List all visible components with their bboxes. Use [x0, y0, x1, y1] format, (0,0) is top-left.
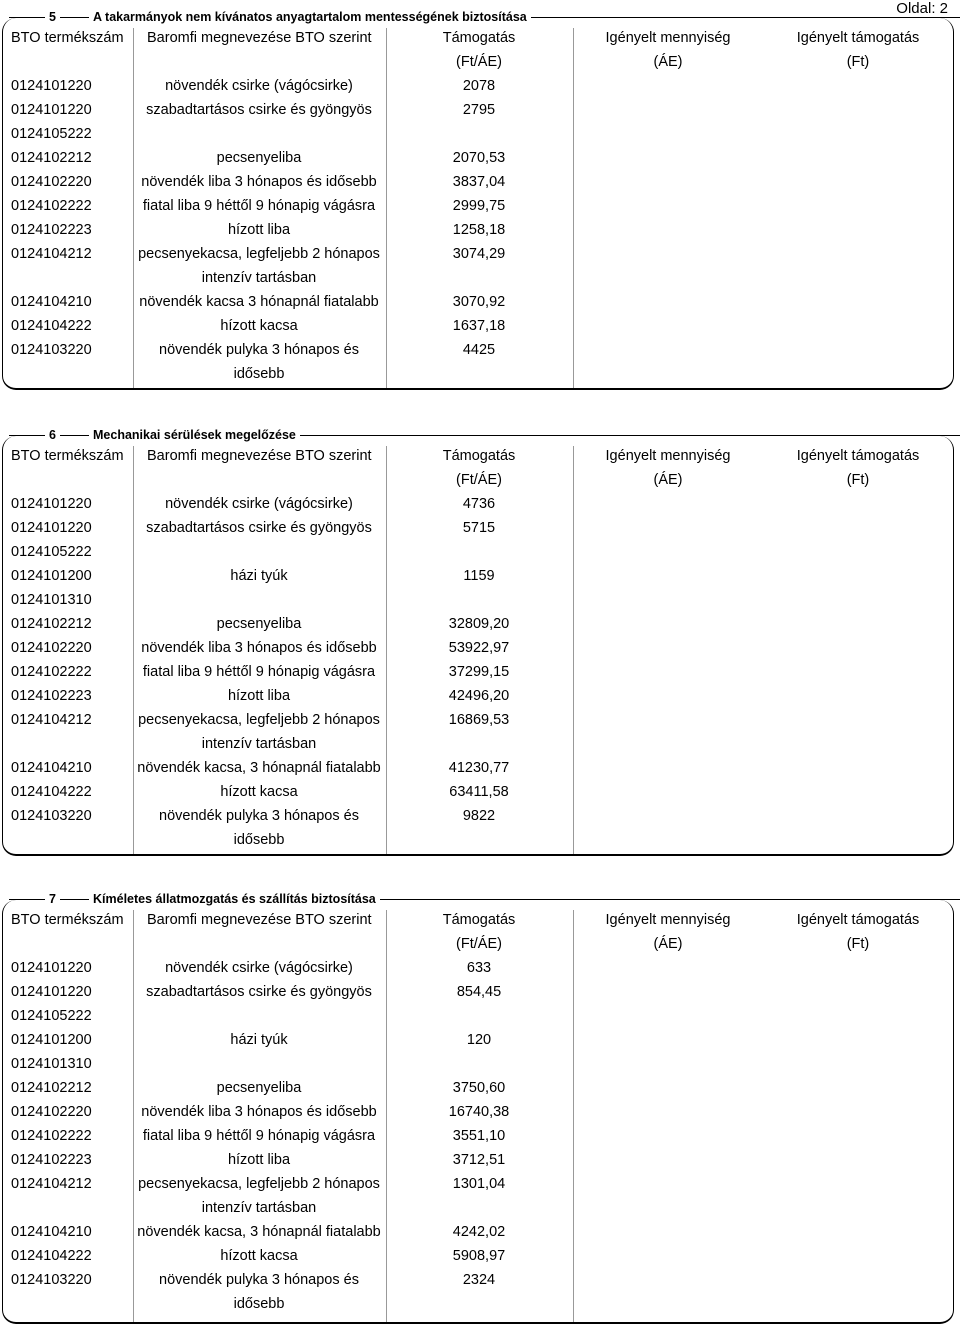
product-code: 0124101200 [11, 568, 92, 584]
section-5 [2, 10, 954, 390]
table-row [3, 1220, 955, 1244]
table-row [3, 1172, 955, 1196]
header-amount-unit: (Ft) [846, 936, 870, 952]
poultry-name: pecsenyekacsa, legfeljebb 2 hónapos [138, 712, 380, 728]
column-header-unit-row [3, 932, 955, 956]
header-code: BTO termékszám [11, 30, 124, 46]
header-quantity-unit: (ÁE) [653, 936, 683, 952]
product-code: 0124105222 [11, 544, 92, 560]
support-value: 63411,58 [449, 784, 509, 800]
section-title: Mechanikai sérülések megelőzése [89, 427, 300, 443]
support-value: 3074,29 [452, 246, 506, 262]
table-row [3, 660, 955, 684]
support-value: 3712,51 [452, 1152, 506, 1168]
product-code: 0124102212 [11, 150, 92, 166]
poultry-name: hízott kacsa [220, 1248, 298, 1264]
poultry-name: intenzív tartásban [201, 1200, 317, 1216]
section-6 [2, 428, 954, 856]
section-7 [2, 892, 954, 1324]
poultry-name: növendék pulyka 3 hónapos és [159, 342, 359, 358]
header-name: Baromfi megnevezése BTO szerint [147, 30, 372, 46]
table-row [3, 980, 955, 1004]
poultry-name: szabadtartásos csirke és gyöngyös [146, 984, 372, 1000]
table-row [3, 588, 955, 612]
header-support: Támogatás [442, 448, 516, 464]
support-value: 37299,15 [448, 664, 510, 680]
table-row [3, 290, 955, 314]
header-name: Baromfi megnevezése BTO szerint [147, 912, 372, 928]
table-row [3, 1052, 955, 1076]
product-code: 0124102223 [11, 1152, 92, 1168]
poultry-name: növendék kacsa 3 hónapnál fiatalabb [139, 294, 379, 310]
poultry-name: szabadtartásos csirke és gyöngyös [146, 520, 372, 536]
page-number: Oldal: 2 [896, 0, 948, 17]
poultry-name: pecsenyeliba [216, 616, 302, 632]
product-code: 0124105222 [11, 126, 92, 142]
support-value: 53922,97 [448, 640, 510, 656]
header-amount: Igényelt támogatás [796, 30, 920, 46]
product-code: 0124102223 [11, 222, 92, 238]
table-row [3, 146, 955, 170]
support-value: 4736 [462, 496, 496, 512]
poultry-name: idősebb [233, 1296, 285, 1312]
section-number: 6 [45, 427, 60, 443]
section-number: 5 [45, 9, 60, 25]
poultry-name: intenzív tartásban [201, 270, 317, 286]
poultry-name: hízott liba [227, 222, 291, 238]
header-amount: Igényelt támogatás [796, 912, 920, 928]
header-support: Támogatás [442, 30, 516, 46]
poultry-name: hízott liba [227, 1152, 291, 1168]
product-code: 0124101220 [11, 520, 92, 536]
table-row [3, 708, 955, 732]
header-name: Baromfi megnevezése BTO szerint [147, 448, 372, 464]
product-code: 0124104210 [11, 1224, 92, 1240]
poultry-name: növendék csirke (vágócsirke) [165, 496, 353, 512]
table-row [3, 194, 955, 218]
support-value: 3750,60 [452, 1080, 506, 1096]
poultry-name: növendék csirke (vágócsirke) [165, 78, 353, 94]
column-header-row [3, 26, 955, 50]
product-code: 0124101310 [11, 592, 92, 608]
product-code: 0124104212 [11, 246, 92, 262]
header-support-unit: (Ft/ÁE) [456, 54, 502, 70]
table-row [3, 1244, 955, 1268]
product-code: 0124102222 [11, 664, 92, 680]
product-code: 0124104212 [11, 712, 92, 728]
support-value: 2078 [462, 78, 496, 94]
support-value: 3070,92 [452, 294, 506, 310]
table-row [3, 122, 955, 146]
poultry-name: növendék pulyka 3 hónapos és [159, 808, 359, 824]
table-row [3, 242, 955, 266]
table-row [3, 564, 955, 588]
poultry-name: szabadtartásos csirke és gyöngyös [146, 102, 372, 118]
table-row [3, 1028, 955, 1052]
table-row [3, 170, 955, 194]
header-code: BTO termékszám [11, 912, 124, 928]
product-code: 0124101220 [11, 102, 92, 118]
product-code: 0124102222 [11, 198, 92, 214]
poultry-name: fiatal liba 9 héttől 9 hónapig vágásra [142, 664, 376, 680]
product-code: 0124102220 [11, 174, 92, 190]
poultry-name: házi tyúk [230, 568, 288, 584]
support-value: 41230,77 [448, 760, 510, 776]
section-number: 7 [45, 891, 60, 907]
support-value: 1301,04 [452, 1176, 506, 1192]
support-value: 1637,18 [452, 318, 506, 334]
table-row [3, 1004, 955, 1028]
product-code: 0124102220 [11, 1104, 92, 1120]
poultry-name: növendék liba 3 hónapos és idősebb [141, 1104, 377, 1120]
product-code: 0124105222 [11, 1008, 92, 1024]
product-code: 0124104222 [11, 784, 92, 800]
table-row [3, 1196, 955, 1220]
table-row [3, 540, 955, 564]
support-value: 16740,38 [448, 1104, 510, 1120]
table-row [3, 756, 955, 780]
table-row [3, 1292, 955, 1316]
header-amount-unit: (Ft) [846, 54, 870, 70]
table-row [3, 956, 955, 980]
table-row [3, 314, 955, 338]
support-value: 633 [466, 960, 492, 976]
table-row [3, 516, 955, 540]
product-code: 0124101220 [11, 960, 92, 976]
table-row [3, 1076, 955, 1100]
support-value: 42496,20 [448, 688, 510, 704]
column-header-row [3, 908, 955, 932]
poultry-name: pecsenyeliba [216, 150, 302, 166]
product-code: 0124102212 [11, 616, 92, 632]
product-code: 0124102222 [11, 1128, 92, 1144]
product-code: 0124102223 [11, 688, 92, 704]
poultry-name: házi tyúk [230, 1032, 288, 1048]
support-value: 120 [466, 1032, 492, 1048]
support-value: 9822 [462, 808, 496, 824]
poultry-name: növendék csirke (vágócsirke) [165, 960, 353, 976]
section-title: A takarmányok nem kívánatos anyagtartalom mentességének biztosítása [89, 9, 531, 25]
support-value: 3551,10 [452, 1128, 506, 1144]
poultry-name: intenzív tartásban [201, 736, 317, 752]
table-row [3, 732, 955, 756]
poultry-name: növendék kacsa, 3 hónapnál fiatalabb [137, 760, 381, 776]
support-value: 4242,02 [452, 1224, 506, 1240]
support-value: 2070,53 [452, 150, 506, 166]
table-row [3, 218, 955, 242]
header-quantity-unit: (ÁE) [653, 54, 683, 70]
product-code: 0124104212 [11, 1176, 92, 1192]
header-quantity: Igényelt mennyiség [605, 448, 731, 464]
support-value: 1159 [463, 568, 495, 584]
product-code: 0124101220 [11, 78, 92, 94]
table-row [3, 492, 955, 516]
header-support: Támogatás [442, 912, 516, 928]
table-row [3, 1268, 955, 1292]
table-row [3, 804, 955, 828]
header-amount: Igényelt támogatás [796, 448, 920, 464]
support-value: 2795 [462, 102, 496, 118]
support-value: 32809,20 [448, 616, 510, 632]
column-header-unit-row [3, 50, 955, 74]
product-code: 0124101220 [11, 496, 92, 512]
poultry-name: fiatal liba 9 héttől 9 hónapig vágásra [142, 1128, 376, 1144]
product-code: 0124103220 [11, 808, 92, 824]
table-row [3, 98, 955, 122]
header-code: BTO termékszám [11, 448, 124, 464]
support-value: 3837,04 [452, 174, 506, 190]
poultry-name: pecsenyekacsa, legfeljebb 2 hónapos [138, 1176, 380, 1192]
table-row [3, 338, 955, 362]
poultry-name: fiatal liba 9 héttől 9 hónapig vágásra [142, 198, 376, 214]
table-row [3, 266, 955, 290]
poultry-name: hízott kacsa [220, 318, 298, 334]
poultry-name: növendék liba 3 hónapos és idősebb [141, 174, 377, 190]
table-row [3, 828, 955, 852]
product-code: 0124103220 [11, 342, 92, 358]
table-row [3, 612, 955, 636]
product-code: 0124101200 [11, 1032, 92, 1048]
table-row [3, 362, 955, 386]
poultry-name: növendék liba 3 hónapos és idősebb [141, 640, 377, 656]
support-value: 5715 [462, 520, 496, 536]
poultry-name: hízott kacsa [220, 784, 298, 800]
table-row [3, 780, 955, 804]
poultry-name: növendék kacsa, 3 hónapnál fiatalabb [137, 1224, 381, 1240]
product-code: 0124104222 [11, 1248, 92, 1264]
table-row [3, 1148, 955, 1172]
header-quantity: Igényelt mennyiség [605, 30, 731, 46]
poultry-name: hízott liba [227, 688, 291, 704]
product-code: 0124104210 [11, 294, 92, 310]
header-support-unit: (Ft/ÁE) [456, 472, 502, 488]
column-header-unit-row [3, 468, 955, 492]
support-value: 16869,53 [448, 712, 510, 728]
product-code: 0124104222 [11, 318, 92, 334]
product-code: 0124104210 [11, 760, 92, 776]
poultry-name: idősebb [233, 366, 285, 382]
poultry-name: növendék pulyka 3 hónapos és [159, 1272, 359, 1288]
table-row [3, 74, 955, 98]
table-row [3, 1124, 955, 1148]
table-row [3, 1100, 955, 1124]
poultry-name: pecsenyeliba [216, 1080, 302, 1096]
table-row [3, 684, 955, 708]
product-code: 0124102212 [11, 1080, 92, 1096]
header-quantity-unit: (ÁE) [653, 472, 683, 488]
header-quantity: Igényelt mennyiség [605, 912, 731, 928]
support-value: 5908,97 [452, 1248, 506, 1264]
product-code: 0124103220 [11, 1272, 92, 1288]
support-value: 854,45 [456, 984, 502, 1000]
header-support-unit: (Ft/ÁE) [456, 936, 502, 952]
product-code: 0124101220 [11, 984, 92, 1000]
support-value: 4425 [462, 342, 496, 358]
poultry-name: pecsenyekacsa, legfeljebb 2 hónapos [138, 246, 380, 262]
support-value: 1258,18 [452, 222, 506, 238]
table-row [3, 636, 955, 660]
column-header-row [3, 444, 955, 468]
poultry-name: idősebb [233, 832, 285, 848]
support-value: 2999,75 [452, 198, 506, 214]
header-amount-unit: (Ft) [846, 472, 870, 488]
support-value: 2324 [462, 1272, 496, 1288]
section-title: Kíméletes állatmozgatás és szállítás biztosítása [89, 891, 380, 907]
product-code: 0124101310 [11, 1056, 92, 1072]
product-code: 0124102220 [11, 640, 92, 656]
